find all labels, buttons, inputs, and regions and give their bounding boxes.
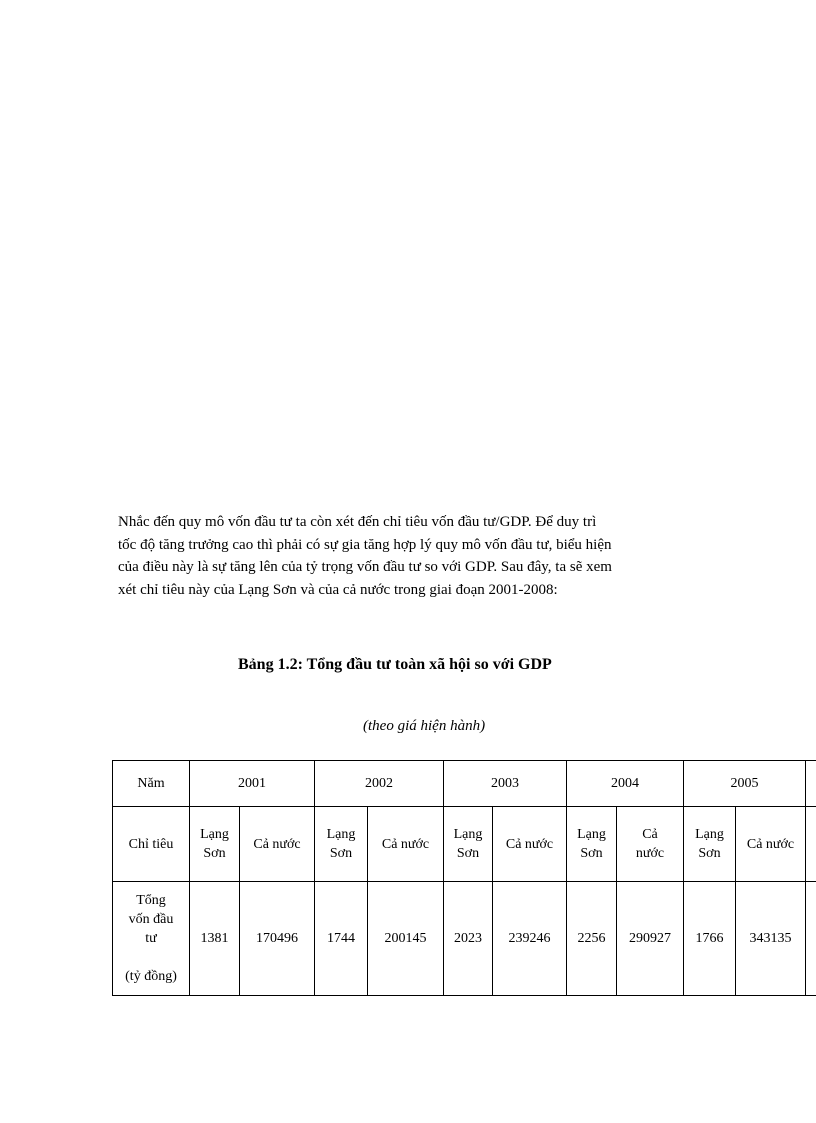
table-title: Bảng 1.2: Tổng đầu tư toàn xã hội so với GDP [238,656,552,673]
row-label-line: vốn đầu [128,912,174,927]
intro-paragraph [118,511,718,601]
value-cell: 170496 [240,882,315,996]
paragraph-line: tốc độ tăng trưởng cao thì phải có sự gia tăng hợp lý quy mô vốn đầu tư, biểu hiện [118,536,612,553]
indicator-header: Chỉ tiêu [113,807,190,882]
year-cell: 2002 [315,761,444,807]
region-header: Lạng Sơn [190,807,240,882]
year-cell: 2005 [684,761,806,807]
paragraph-line: Nhắc đến quy mô vốn đầu tư ta còn xét đến chỉ tiêu vốn đầu tư/GDP. Để duy trì [118,514,597,530]
year-cell: 2001 [190,761,315,807]
region-header: Cả nước [368,807,444,882]
year-cell: 2004 [567,761,684,807]
region-header: Lạng Sơn [315,807,368,882]
value-cell: 1744 [315,882,368,996]
year-header: Năm [113,761,190,807]
value-cell: 200145 [368,882,444,996]
table-row-subheaders [113,807,816,882]
value-cell-cut [806,882,816,996]
region-header: Cả nước [493,807,567,882]
row-label-line: (tỷ đồng) [125,969,177,984]
value-cell: 1381 [190,882,240,996]
row-label-line: Tổng [136,893,166,908]
region-header: Cả nước [617,807,684,882]
paragraph-line: xét chỉ tiêu này của Lạng Sơn và của cả nước trong giai đoạn 2001-2008: [118,581,558,598]
year-cell: 2003 [444,761,567,807]
value-cell: 290927 [617,882,684,996]
table-row-years [113,761,816,807]
region-header: Cả nước [736,807,806,882]
value-cell: 1766 [684,882,736,996]
region-header-cut [806,807,816,882]
row-label [113,882,190,996]
region-header: Lạng Sơn [567,807,617,882]
region-header: Lạng Sơn [444,807,493,882]
gdp-investment-table [112,760,816,996]
value-cell: 239246 [493,882,567,996]
value-cell: 2256 [567,882,617,996]
table-row [113,882,816,996]
value-cell: 2023 [444,882,493,996]
value-cell: 343135 [736,882,806,996]
region-header: Cả nước [240,807,315,882]
table-subtitle: (theo giá hiện hành) [363,718,486,734]
paragraph-line: của điều này là sự tăng lên của tỷ trọng vốn đầu tư so với GDP. Sau đây, ta sẽ xem [118,559,612,575]
year-cell-cut [806,761,816,807]
row-label-line: tư [145,931,157,946]
region-header: Lạng Sơn [684,807,736,882]
